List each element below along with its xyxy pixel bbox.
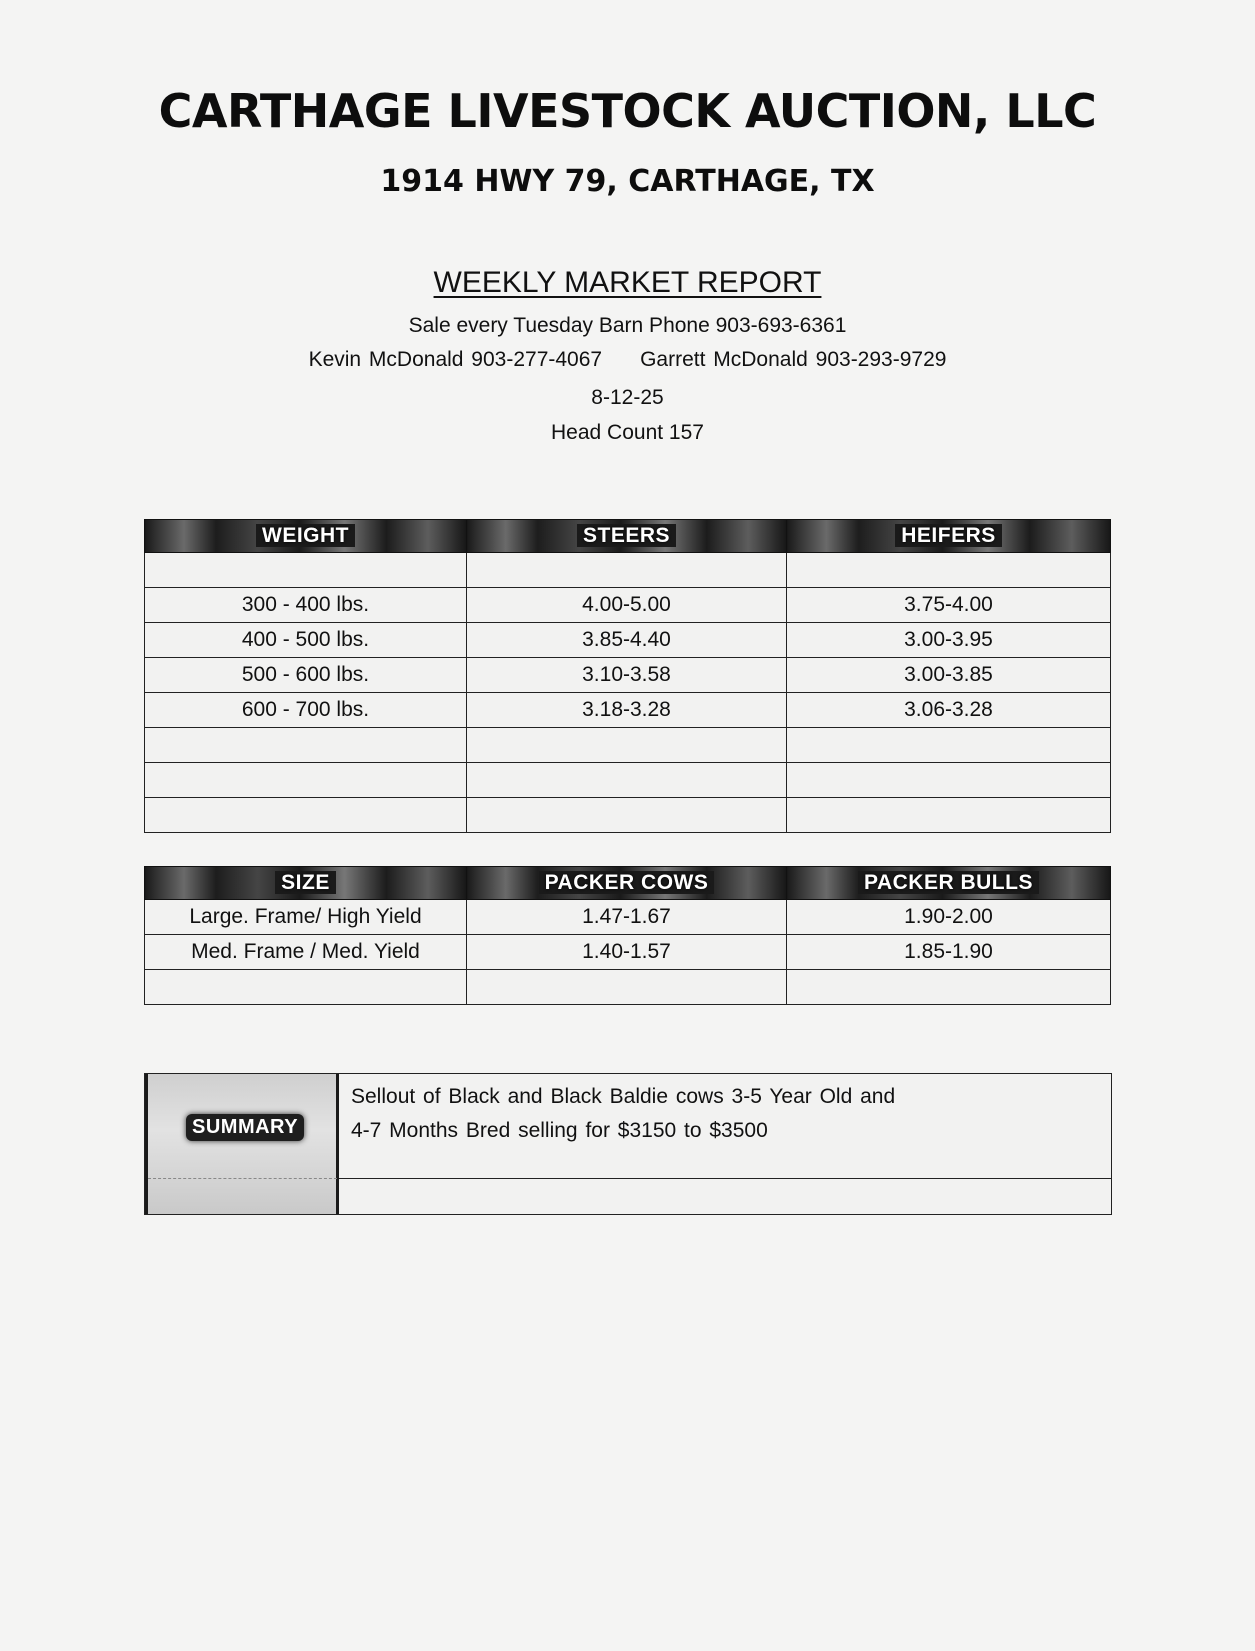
steers-cell <box>467 798 787 833</box>
column-header-weight: WEIGHT <box>145 520 467 553</box>
packer-prices-table <box>144 866 1111 1005</box>
report-title: WEEKLY MARKET REPORT <box>433 266 822 299</box>
packer-cows-cell: 1.40-1.57 <box>467 935 787 970</box>
steers-cell: 3.85-4.40 <box>467 623 787 658</box>
sale-info: Sale every Tuesday Barn Phone 903-693-6361 <box>408 314 847 337</box>
packer-bulls-cell: 1.90-2.00 <box>787 900 1111 935</box>
weight-cell: 600 - 700 lbs. <box>145 693 467 728</box>
packer-bulls-cell <box>787 970 1111 1005</box>
weight-cell: 500 - 600 lbs. <box>145 658 467 693</box>
packer-bulls-cell: 1.85-1.90 <box>787 935 1111 970</box>
summary-label: SUMMARY <box>186 1114 304 1141</box>
column-header-heifers: HEIFERS <box>787 520 1111 553</box>
contacts-line <box>0 348 1255 372</box>
table-row <box>145 798 1111 833</box>
summary-label-divider <box>148 1178 342 1179</box>
steers-cell <box>467 553 787 588</box>
heifers-cell: 3.00-3.85 <box>787 658 1111 693</box>
heifers-cell <box>787 798 1111 833</box>
steers-cell: 3.10-3.58 <box>467 658 787 693</box>
size-cell <box>145 970 467 1005</box>
contact-kevin: Kevin McDonald 903-277-4067 <box>308 348 603 371</box>
steers-cell: 4.00-5.00 <box>467 588 787 623</box>
packer-cows-cell: 1.47-1.67 <box>467 900 787 935</box>
heifers-cell <box>787 728 1111 763</box>
table-row <box>145 588 1111 623</box>
weight-cell <box>145 553 467 588</box>
steers-cell: 3.18-3.28 <box>467 693 787 728</box>
summary-line-1: Sellout of Black and Black Baldie cows 3-5 Year Old and <box>351 1085 896 1108</box>
table-row <box>145 693 1111 728</box>
size-cell: Med. Frame / Med. Yield <box>145 935 467 970</box>
heifers-cell: 3.06-3.28 <box>787 693 1111 728</box>
company-address: 1914 HWY 79, CARTHAGE, TX <box>380 164 875 199</box>
steers-cell <box>467 763 787 798</box>
summary-label-cell <box>145 1074 339 1214</box>
weight-cell <box>145 798 467 833</box>
table-row <box>145 970 1111 1005</box>
cattle-prices-table <box>144 519 1111 833</box>
head-count: Head Count 157 <box>551 421 704 444</box>
company-name: CARTHAGE LIVESTOCK AUCTION, LLC <box>158 84 1097 138</box>
report-date: 8-12-25 <box>591 386 664 409</box>
heifers-cell: 3.75-4.00 <box>787 588 1111 623</box>
heifers-cell <box>787 553 1111 588</box>
table-row <box>145 900 1111 935</box>
table-row <box>145 553 1111 588</box>
table-row <box>145 763 1111 798</box>
weight-cell: 400 - 500 lbs. <box>145 623 467 658</box>
column-header-size: SIZE <box>145 867 467 900</box>
packer-cows-cell <box>467 970 787 1005</box>
table-row <box>145 728 1111 763</box>
table-row <box>145 935 1111 970</box>
summary-text <box>351 1080 951 1148</box>
table-header-row <box>145 867 1111 900</box>
table-header-row <box>145 520 1111 553</box>
table-row <box>145 623 1111 658</box>
column-header-steers: STEERS <box>467 520 787 553</box>
steers-cell <box>467 728 787 763</box>
table-row <box>145 658 1111 693</box>
column-header-packer-cows: PACKER COWS <box>467 867 787 900</box>
column-header-packer-bulls: PACKER BULLS <box>787 867 1111 900</box>
summary-divider <box>339 1178 1111 1179</box>
weight-cell <box>145 763 467 798</box>
heifers-cell: 3.00-3.95 <box>787 623 1111 658</box>
weight-cell <box>145 728 467 763</box>
summary-line-2: 4-7 Months Bred selling for $3150 to $3500 <box>351 1119 768 1142</box>
summary-box <box>144 1073 1112 1215</box>
weight-cell: 300 - 400 lbs. <box>145 588 467 623</box>
contact-garrett: Garrett McDonald 903-293-9729 <box>640 348 947 371</box>
size-cell: Large. Frame/ High Yield <box>145 900 467 935</box>
heifers-cell <box>787 763 1111 798</box>
